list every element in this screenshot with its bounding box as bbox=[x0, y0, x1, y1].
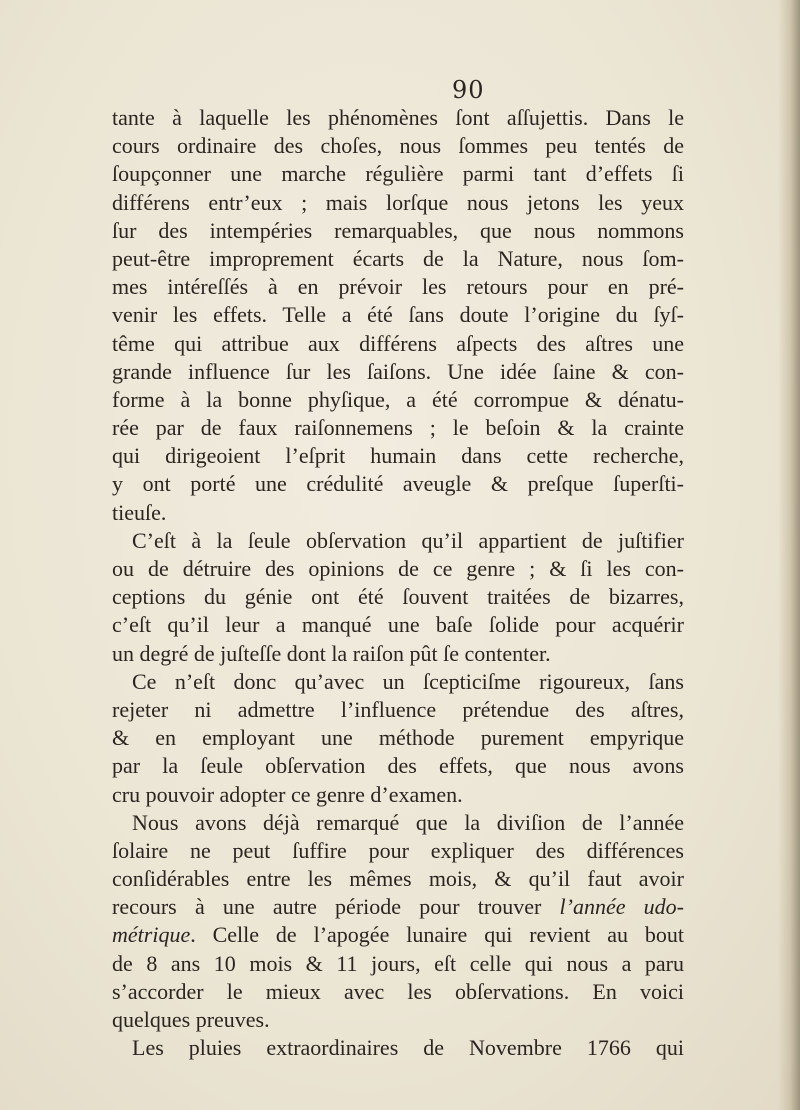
text-line: conſidérables entre les mêmes mois, & qu’il faut avoir bbox=[112, 866, 684, 892]
body-text bbox=[112, 104, 684, 1062]
text-line: ceptions du génie ont été ſouvent traitées de bizarres, bbox=[112, 584, 684, 610]
text-line: Ce n’eſt donc qu’avec un ſcepticiſme rigoureux, ſans bbox=[132, 668, 684, 694]
text-line: différens entr’eux ; mais lorſque nous jetons les yeux bbox=[112, 189, 684, 215]
text-line: métrique. Celle de l’apogée lunaire qui revient au bout bbox=[112, 922, 684, 948]
text-line: venir les effets. Telle a été ſans doute l’origine du ſyſ- bbox=[112, 302, 684, 328]
text-line: quelques preuves. bbox=[112, 1007, 270, 1032]
text-line: s’accorder le mieux avec les obſervations. En voici bbox=[112, 978, 684, 1004]
text-line: tême qui attribue aux différens aſpects des aſtres une bbox=[112, 330, 684, 356]
text-line: forme à la bonne phyſique, a été corrompue & dénatu- bbox=[112, 386, 684, 412]
text-line: tieuſe. bbox=[112, 499, 167, 525]
text-line: tante à laquelle les phénomènes ſont aſſujettis. Dans le bbox=[112, 105, 684, 130]
italic-term: l’année udo- bbox=[559, 894, 684, 920]
text-line: peut-être improprement écarts de la Nature, nous ſom- bbox=[112, 245, 684, 271]
text-line: de 8 ans 10 mois & 11 jours, eſt celle qui nous a paru bbox=[112, 950, 684, 976]
text-line: Les pluies extraordinaires de Novembre 1766 qui bbox=[132, 1035, 684, 1061]
text-line: c’eſt qu’il leur a manqué une baſe ſolide pour acquérir bbox=[112, 612, 684, 638]
text-line-with-italic bbox=[112, 893, 684, 921]
text-line: grande influence ſur les ſaiſons. Une idée ſaine & con- bbox=[112, 358, 684, 384]
text-line: rejeter ni admettre l’influence prétendue des aſtres, bbox=[112, 696, 684, 722]
text-line: un degré de juſteſſe dont la raiſon pût ſe contenter. bbox=[112, 640, 551, 666]
text-line: & en employant une méthode purement empyrique bbox=[112, 725, 684, 751]
text-line: ou de détruire des opinions de ce genre ; & ſi les con- bbox=[112, 556, 684, 581]
page-number: 90 bbox=[452, 76, 485, 104]
text-line: par la ſeule obſervation des effets, que nous avons bbox=[112, 753, 684, 779]
text-line-start: recours à une autre période pour trouver bbox=[112, 894, 542, 920]
text-line: rée par de faux raiſonnemens ; le beſoin & la crainte bbox=[112, 415, 684, 441]
page-edge-shadow bbox=[778, 0, 800, 1110]
text-line: qui dirigeoient l’eſprit humain dans cette recherche, bbox=[112, 443, 684, 469]
italic-term: métrique bbox=[112, 922, 191, 948]
text-line: ſoupçonner une marche régulière parmi tant d’effets ſi bbox=[112, 161, 684, 187]
text-line: cru pouvoir adopter ce genre d’examen. bbox=[112, 781, 463, 807]
text-line: mes intéreſſés à en prévoir les retours pour en pré- bbox=[112, 274, 684, 300]
text-line: ſur des intempéries remarquables, que nous nommons bbox=[112, 217, 684, 243]
text-line: cours ordinaire des choſes, nous ſommes peu tentés de bbox=[112, 133, 684, 159]
text-line: C’eſt à la ſeule obſervation qu’il appartient de juſtifier bbox=[132, 527, 684, 553]
text-line: ſolaire ne peut ſuffire pour expliquer des différences bbox=[112, 837, 684, 863]
text-line: y ont porté une crédulité aveugle & preſque ſuperſti- bbox=[112, 471, 684, 497]
text-line: Nous avons déjà remarqué que la diviſion de l’année bbox=[132, 809, 684, 835]
